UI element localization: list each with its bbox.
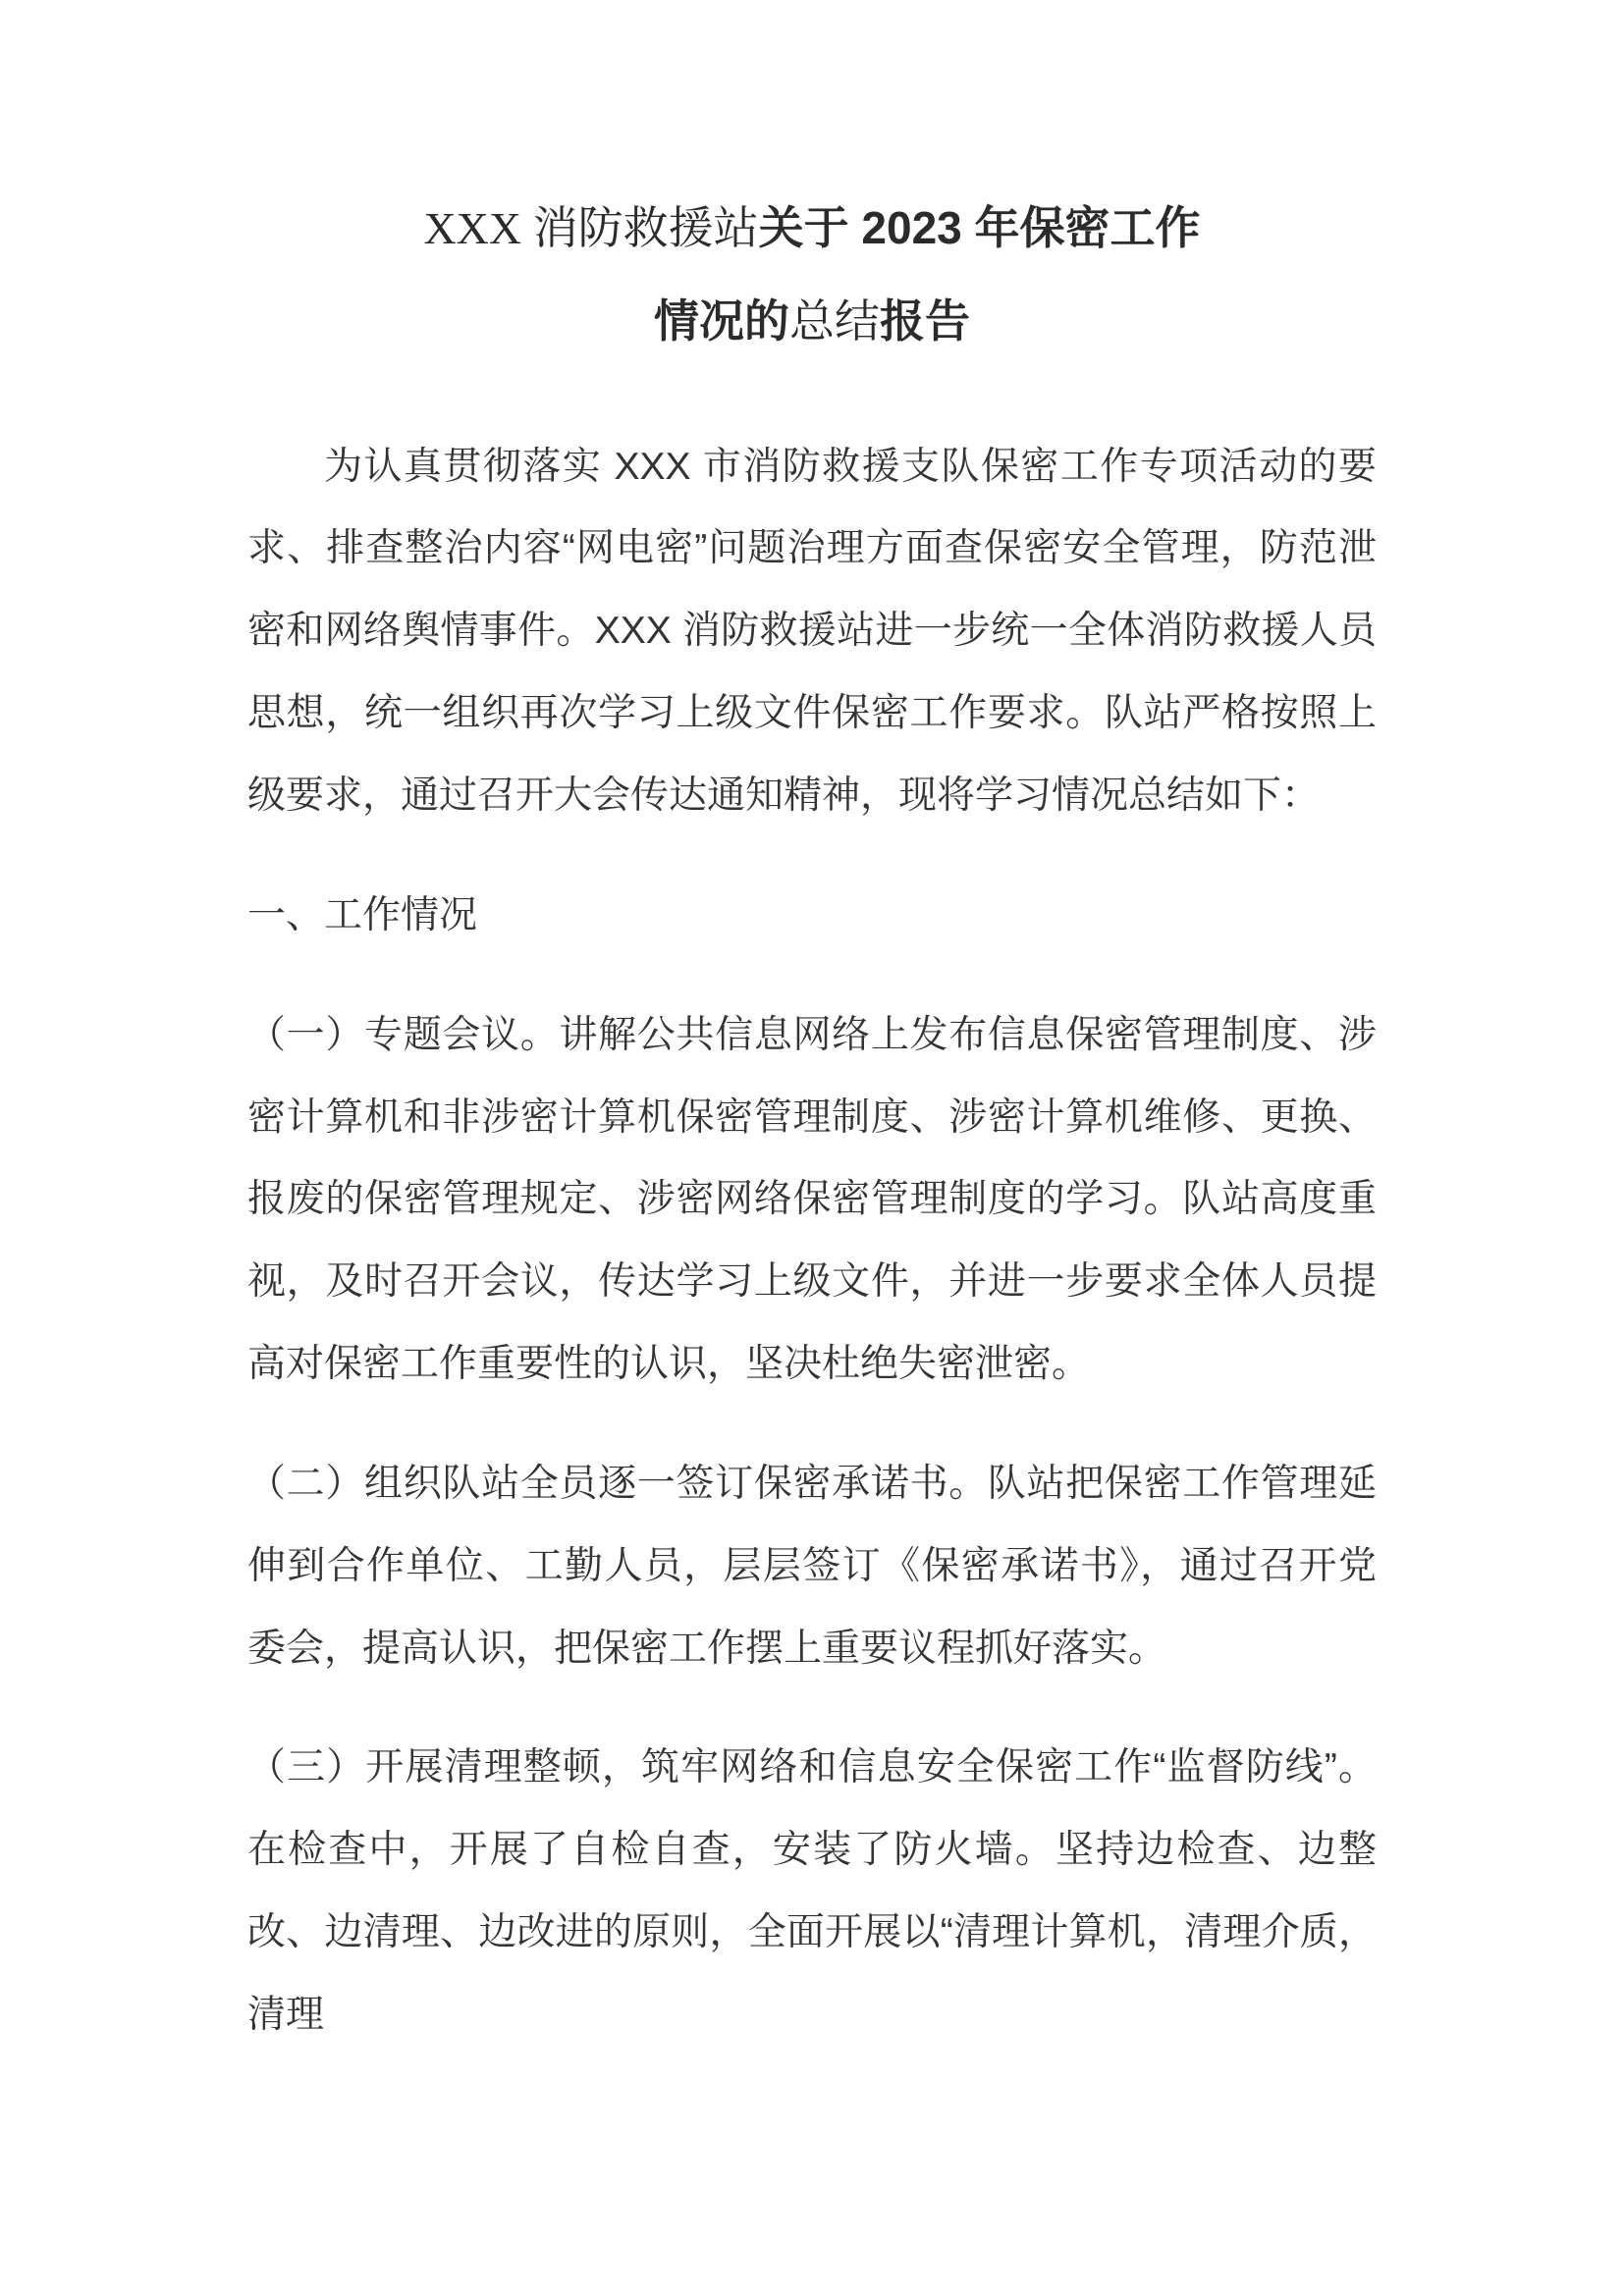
title-line-2: [247, 275, 1377, 368]
item-paragraph-3: （三）开展清理整顿，筑牢网络和信息安全保密工作“监督防线”。在检查中，开展了自检自查，安装了防火墙。坚持边检查、边整改、边清理、边改进的原则，全面开展以“清理计算机，清理介质，清理: [247, 1746, 1377, 2036]
title-segment: 情况的: [654, 295, 789, 347]
item-paragraph-1: （一）专题会议。讲解公共信息网络上发布信息保密管理制度、涉密计算机和非涉密计算机保密管理制度、涉密计算机维修、更换、报废的保密管理规定、涉密网络保密管理制度的学习。队站高度重视，及时召开会议，传达学习上级文件，并进一步要求全体人员提高对保密工作重要性的认识，坚决杜绝失密泄密。: [247, 1013, 1377, 1386]
item-paragraph-2: （二）组织队站全员逐一签订保密承诺书。队站把保密工作管理延伸到合作单位、工勤人员，层层签订《保密承诺书》，通过召开党委会，提高认识，把保密工作摆上重要议程抓好落实。: [247, 1462, 1377, 1670]
intro-paragraph: 为认真贯彻落实 XXX 市消防救援支队保密工作专项活动的要求、排查整治内容“网电密”问题治理方面查保密安全管理，防范泄密和网络舆情事件。XXX 消防救援站进一步统一全体消防救援人员思想，统一组织再次学习上级文件保密工作要求。队站严格按照上级要求，通过召开大会传达通知精神，现将学习情况总结如下：: [247, 445, 1377, 817]
title-line-1: [247, 182, 1377, 275]
title-segment: 关于 2023 年保密工作: [758, 202, 1201, 253]
document-title: [247, 182, 1377, 369]
title-segment: 总结: [789, 296, 880, 347]
title-segment: XXX 消防救援站: [423, 203, 759, 253]
title-segment: 报告: [880, 295, 970, 347]
section-heading: 一、工作情况: [247, 893, 478, 936]
